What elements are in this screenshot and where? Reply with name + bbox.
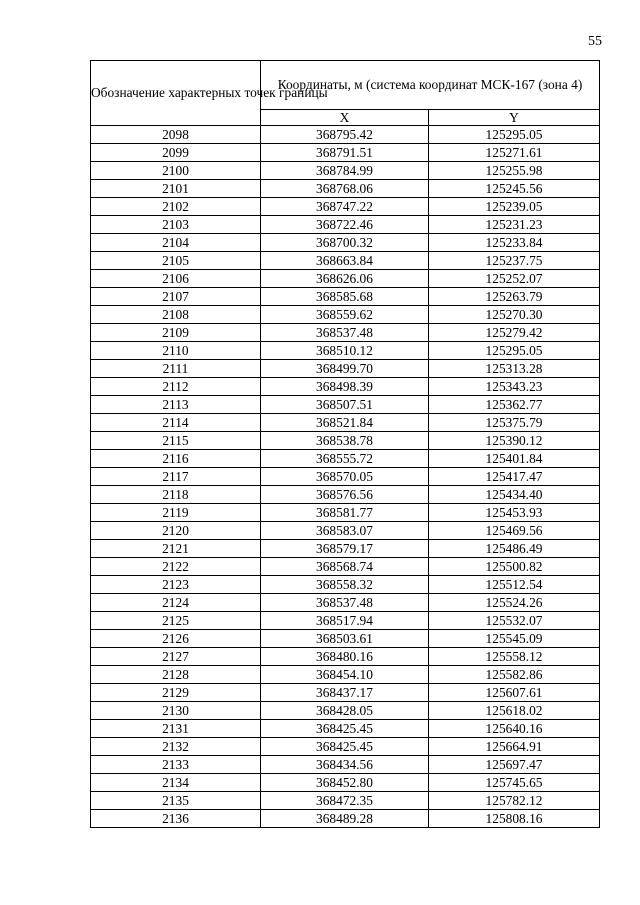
y-coordinate-cell: 125270.30 bbox=[429, 306, 600, 324]
y-coordinate-cell: 125745.65 bbox=[429, 774, 600, 792]
y-coordinate-cell: 125486.49 bbox=[429, 540, 600, 558]
x-coordinate-cell: 368700.32 bbox=[261, 234, 429, 252]
x-coordinate-cell: 368784.99 bbox=[261, 162, 429, 180]
x-coordinate-cell: 368538.78 bbox=[261, 432, 429, 450]
table-row bbox=[91, 396, 600, 414]
y-coordinate-cell: 125607.61 bbox=[429, 684, 600, 702]
table-row bbox=[91, 594, 600, 612]
y-coordinate-cell: 125231.23 bbox=[429, 216, 600, 234]
y-coordinate-cell: 125434.40 bbox=[429, 486, 600, 504]
x-coordinate-cell: 368537.48 bbox=[261, 594, 429, 612]
y-coordinate-cell: 125582.86 bbox=[429, 666, 600, 684]
y-coordinate-cell: 125512.54 bbox=[429, 576, 600, 594]
x-coordinate-cell: 368555.72 bbox=[261, 450, 429, 468]
y-coordinate-cell: 125417.47 bbox=[429, 468, 600, 486]
header-y: Y bbox=[429, 109, 600, 125]
table-row bbox=[91, 342, 600, 360]
point-id-cell: 2124 bbox=[91, 594, 261, 612]
table-row bbox=[91, 738, 600, 756]
y-coordinate-cell: 125524.26 bbox=[429, 594, 600, 612]
header-coordinates: Координаты, м (система координат МСК-167 (зона 4) bbox=[261, 61, 600, 110]
table-row bbox=[91, 198, 600, 216]
y-coordinate-cell: 125640.16 bbox=[429, 720, 600, 738]
point-id-cell: 2134 bbox=[91, 774, 261, 792]
table-row bbox=[91, 504, 600, 522]
x-coordinate-cell: 368425.45 bbox=[261, 738, 429, 756]
point-id-cell: 2099 bbox=[91, 144, 261, 162]
point-id-cell: 2136 bbox=[91, 810, 261, 828]
y-coordinate-cell: 125545.09 bbox=[429, 630, 600, 648]
y-coordinate-cell: 125664.91 bbox=[429, 738, 600, 756]
x-coordinate-cell: 368626.06 bbox=[261, 270, 429, 288]
y-coordinate-cell: 125782.12 bbox=[429, 792, 600, 810]
table-row bbox=[91, 810, 600, 828]
table-row bbox=[91, 270, 600, 288]
table-row bbox=[91, 360, 600, 378]
point-id-cell: 2122 bbox=[91, 558, 261, 576]
point-id-cell: 2118 bbox=[91, 486, 261, 504]
table-row bbox=[91, 612, 600, 630]
y-coordinate-cell: 125233.84 bbox=[429, 234, 600, 252]
y-coordinate-cell: 125618.02 bbox=[429, 702, 600, 720]
x-coordinate-cell: 368521.84 bbox=[261, 414, 429, 432]
y-coordinate-cell: 125343.23 bbox=[429, 378, 600, 396]
table-row bbox=[91, 522, 600, 540]
x-coordinate-cell: 368559.62 bbox=[261, 306, 429, 324]
y-coordinate-cell: 125375.79 bbox=[429, 414, 600, 432]
table-row bbox=[91, 450, 600, 468]
point-id-cell: 2115 bbox=[91, 432, 261, 450]
table-row bbox=[91, 720, 600, 738]
y-coordinate-cell: 125255.98 bbox=[429, 162, 600, 180]
x-coordinate-cell: 368795.42 bbox=[261, 126, 429, 144]
y-coordinate-cell: 125237.75 bbox=[429, 252, 600, 270]
table-row bbox=[91, 378, 600, 396]
point-id-cell: 2133 bbox=[91, 756, 261, 774]
x-coordinate-cell: 368498.39 bbox=[261, 378, 429, 396]
x-coordinate-cell: 368489.28 bbox=[261, 810, 429, 828]
x-coordinate-cell: 368663.84 bbox=[261, 252, 429, 270]
y-coordinate-cell: 125239.05 bbox=[429, 198, 600, 216]
point-id-cell: 2129 bbox=[91, 684, 261, 702]
point-id-cell: 2135 bbox=[91, 792, 261, 810]
table-row bbox=[91, 576, 600, 594]
point-id-cell: 2108 bbox=[91, 306, 261, 324]
x-coordinate-cell: 368585.68 bbox=[261, 288, 429, 306]
x-coordinate-cell: 368768.06 bbox=[261, 180, 429, 198]
y-coordinate-cell: 125263.79 bbox=[429, 288, 600, 306]
y-coordinate-cell: 125469.56 bbox=[429, 522, 600, 540]
y-coordinate-cell: 125558.12 bbox=[429, 648, 600, 666]
table-row bbox=[91, 144, 600, 162]
y-coordinate-cell: 125390.12 bbox=[429, 432, 600, 450]
x-coordinate-cell: 368583.07 bbox=[261, 522, 429, 540]
point-id-cell: 2117 bbox=[91, 468, 261, 486]
point-id-cell: 2132 bbox=[91, 738, 261, 756]
table-row bbox=[91, 486, 600, 504]
y-coordinate-cell: 125401.84 bbox=[429, 450, 600, 468]
point-id-cell: 2103 bbox=[91, 216, 261, 234]
x-coordinate-cell: 368576.56 bbox=[261, 486, 429, 504]
point-id-cell: 2100 bbox=[91, 162, 261, 180]
y-coordinate-cell: 125808.16 bbox=[429, 810, 600, 828]
point-id-cell: 2119 bbox=[91, 504, 261, 522]
x-coordinate-cell: 368499.70 bbox=[261, 360, 429, 378]
table-row bbox=[91, 666, 600, 684]
point-id-cell: 2130 bbox=[91, 702, 261, 720]
y-coordinate-cell: 125252.07 bbox=[429, 270, 600, 288]
table-row bbox=[91, 684, 600, 702]
y-coordinate-cell: 125500.82 bbox=[429, 558, 600, 576]
table-row bbox=[91, 162, 600, 180]
point-id-cell: 2098 bbox=[91, 126, 261, 144]
header-x: X bbox=[261, 109, 429, 125]
table-header bbox=[91, 61, 600, 126]
point-id-cell: 2112 bbox=[91, 378, 261, 396]
x-coordinate-cell: 368747.22 bbox=[261, 198, 429, 216]
table-row bbox=[91, 126, 600, 144]
x-coordinate-cell: 368434.56 bbox=[261, 756, 429, 774]
table-row bbox=[91, 630, 600, 648]
y-coordinate-cell: 125532.07 bbox=[429, 612, 600, 630]
table-row bbox=[91, 558, 600, 576]
table-row bbox=[91, 432, 600, 450]
page-number: 55 bbox=[588, 34, 602, 49]
point-id-cell: 2128 bbox=[91, 666, 261, 684]
y-coordinate-cell: 125271.61 bbox=[429, 144, 600, 162]
x-coordinate-cell: 368537.48 bbox=[261, 324, 429, 342]
point-id-cell: 2110 bbox=[91, 342, 261, 360]
y-coordinate-cell: 125295.05 bbox=[429, 126, 600, 144]
point-id-cell: 2109 bbox=[91, 324, 261, 342]
point-id-cell: 2127 bbox=[91, 648, 261, 666]
point-id-cell: 2116 bbox=[91, 450, 261, 468]
x-coordinate-cell: 368517.94 bbox=[261, 612, 429, 630]
point-id-cell: 2131 bbox=[91, 720, 261, 738]
y-coordinate-cell: 125362.77 bbox=[429, 396, 600, 414]
coordinates-table bbox=[90, 60, 600, 828]
x-coordinate-cell: 368570.05 bbox=[261, 468, 429, 486]
y-coordinate-cell: 125313.28 bbox=[429, 360, 600, 378]
y-coordinate-cell: 125245.56 bbox=[429, 180, 600, 198]
point-id-cell: 2113 bbox=[91, 396, 261, 414]
table-row bbox=[91, 252, 600, 270]
x-coordinate-cell: 368454.10 bbox=[261, 666, 429, 684]
x-coordinate-cell: 368581.77 bbox=[261, 504, 429, 522]
table-row bbox=[91, 306, 600, 324]
point-id-cell: 2121 bbox=[91, 540, 261, 558]
point-id-cell: 2106 bbox=[91, 270, 261, 288]
x-coordinate-cell: 368452.80 bbox=[261, 774, 429, 792]
point-id-cell: 2107 bbox=[91, 288, 261, 306]
x-coordinate-cell: 368568.74 bbox=[261, 558, 429, 576]
point-id-cell: 2126 bbox=[91, 630, 261, 648]
x-coordinate-cell: 368791.51 bbox=[261, 144, 429, 162]
point-id-cell: 2120 bbox=[91, 522, 261, 540]
x-coordinate-cell: 368472.35 bbox=[261, 792, 429, 810]
header-point-designation: Обозначение характерных точек границы bbox=[91, 61, 261, 126]
point-id-cell: 2104 bbox=[91, 234, 261, 252]
x-coordinate-cell: 368437.17 bbox=[261, 684, 429, 702]
x-coordinate-cell: 368507.51 bbox=[261, 396, 429, 414]
table-row bbox=[91, 648, 600, 666]
table-body bbox=[91, 126, 600, 828]
x-coordinate-cell: 368558.32 bbox=[261, 576, 429, 594]
x-coordinate-cell: 368480.16 bbox=[261, 648, 429, 666]
y-coordinate-cell: 125697.47 bbox=[429, 756, 600, 774]
x-coordinate-cell: 368425.45 bbox=[261, 720, 429, 738]
point-id-cell: 2114 bbox=[91, 414, 261, 432]
y-coordinate-cell: 125295.05 bbox=[429, 342, 600, 360]
x-coordinate-cell: 368722.46 bbox=[261, 216, 429, 234]
table-row bbox=[91, 288, 600, 306]
point-id-cell: 2101 bbox=[91, 180, 261, 198]
point-id-cell: 2123 bbox=[91, 576, 261, 594]
y-coordinate-cell: 125453.93 bbox=[429, 504, 600, 522]
x-coordinate-cell: 368579.17 bbox=[261, 540, 429, 558]
table-row bbox=[91, 774, 600, 792]
point-id-cell: 2125 bbox=[91, 612, 261, 630]
point-id-cell: 2105 bbox=[91, 252, 261, 270]
table-row bbox=[91, 702, 600, 720]
table-row bbox=[91, 324, 600, 342]
table-row bbox=[91, 756, 600, 774]
table-row bbox=[91, 216, 600, 234]
table-row bbox=[91, 234, 600, 252]
y-coordinate-cell: 125279.42 bbox=[429, 324, 600, 342]
x-coordinate-cell: 368503.61 bbox=[261, 630, 429, 648]
point-id-cell: 2111 bbox=[91, 360, 261, 378]
x-coordinate-cell: 368428.05 bbox=[261, 702, 429, 720]
point-id-cell: 2102 bbox=[91, 198, 261, 216]
table-row bbox=[91, 792, 600, 810]
table-row bbox=[91, 468, 600, 486]
x-coordinate-cell: 368510.12 bbox=[261, 342, 429, 360]
table-row bbox=[91, 180, 600, 198]
table-row bbox=[91, 540, 600, 558]
table-row bbox=[91, 414, 600, 432]
